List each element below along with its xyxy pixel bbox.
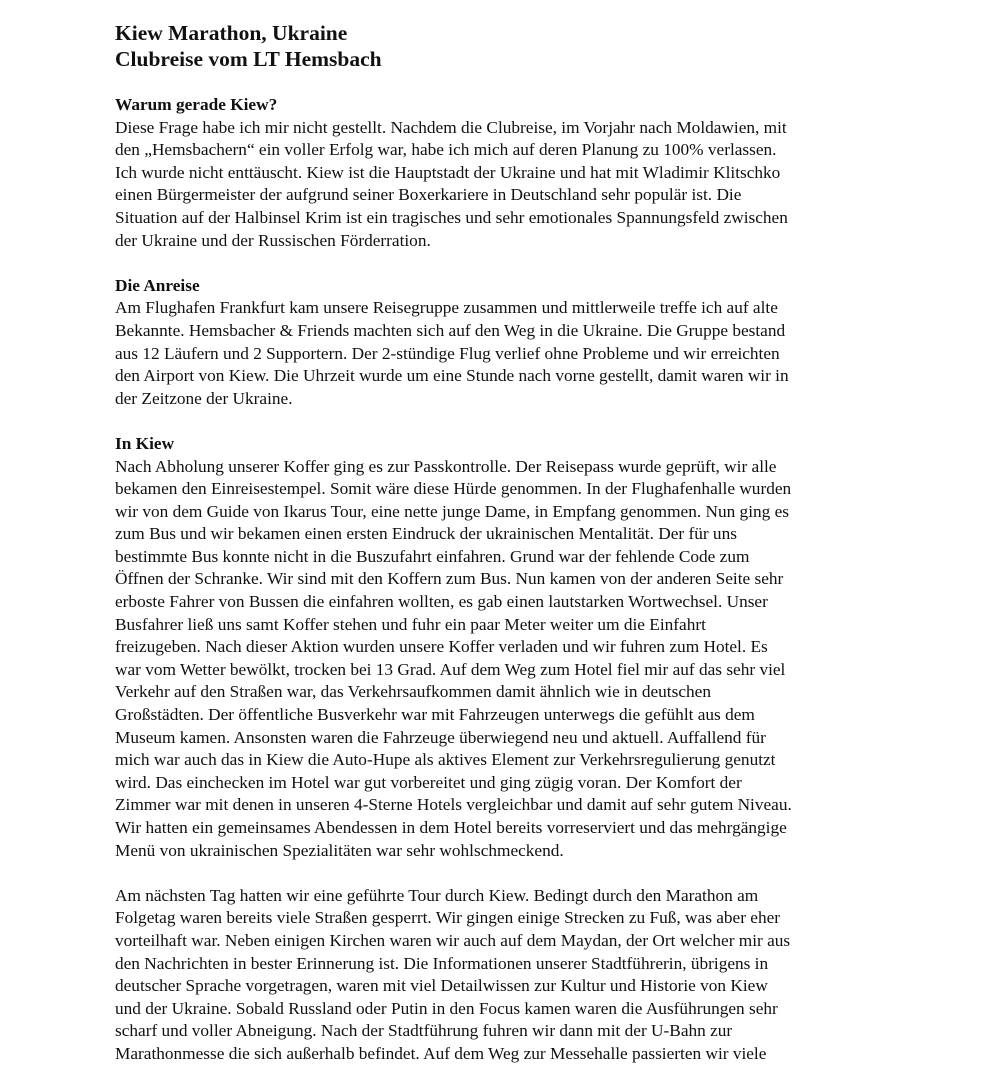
text-line: deutscher Sprache vorgetragen, waren mit viel Detailwissen zur Kultur und Historie von Kiew (115, 976, 768, 996)
text-line: Bekannte. Hemsbacher & Friends machten sich auf den Weg in die Ukraine. Die Gruppe bestand (115, 320, 786, 340)
text-line: bekamen den Einreisestempel. Somit wäre diese Hürde genommen. In der Flughafenhalle wurden (115, 479, 792, 499)
text-line: Großstädten. Der öffentliche Busverkehr war mit Fahrzeugen unterwegs die gefühlt aus dem (115, 705, 755, 725)
text-line: Verkehr auf den Straßen war, das Verkehrsaufkommen damit ähnlich wie in deutschen (115, 682, 711, 702)
text-line: wird. Das einchecken im Hotel war gut vorbereitet und ging zügig voran. Der Komfort der (115, 772, 742, 792)
document-title (115, 20, 890, 72)
text-line: Nach Abholung unserer Koffer ging es zur Passkontrolle. Der Reisepass wurde geprüft, wir alle (115, 456, 777, 476)
text-line: erboste Fahrer von Bussen die einfahren wollten, es gab einen lautstarken Wortwechsel. Unser (115, 592, 768, 612)
text-line: der Zeitzone der Ukraine. (115, 388, 293, 408)
text-line: den „Hemsbachern“ ein voller Erfolg war, habe ich mich auf deren Planung zu 100% verlassen. (115, 140, 777, 160)
text-line: der Ukraine und der Russischen Förderration. (115, 230, 431, 250)
text-line: aus 12 Läufern und 2 Supportern. Der 2-stündige Flug verlief ohne Probleme und wir erreichten (115, 343, 780, 363)
section-heading: Die Anreise (115, 275, 200, 295)
text-line: Menü von ukrainischen Spezialitäten war sehr wohlschmeckend. (115, 840, 564, 860)
text-line: Diese Frage habe ich mir nicht gestellt. Nachdem die Clubreise, im Vorjahr nach Moldawien, mit (115, 117, 787, 137)
text-line: den Nachrichten in bester Erinnerung ist. Die Informationen unserer Stadtführerin, übrigens in (115, 953, 769, 973)
text-line: Museum kamen. Ansonsten waren die Fahrzeuge überwiegend neu und aktuell. Auffallend für (115, 727, 766, 747)
text-line: Am nächsten Tag hatten wir eine geführte Tour durch Kiew. Bedingt durch den Marathon am (115, 885, 759, 905)
title-line: Kiew Marathon, Ukraine (115, 21, 348, 45)
text-line: vorteilhaft war. Neben einigen Kirchen waren wir auch auf dem Maydan, der Ort welcher mir aus (115, 930, 791, 950)
text-line: Situation auf der Halbinsel Krim ist ein tragisches und sehr emotionales Spannungsfeld zwischen (115, 207, 788, 227)
text-line: und der Ukraine. Sobald Russland oder Putin in den Focus kamen waren die Ausführungen sehr (115, 998, 778, 1018)
text-line: freizugeben. Nach dieser Aktion wurden unsere Koffer verladen und wir fuhren zum Hotel. Es (115, 637, 768, 657)
section-heading: Warum gerade Kiew? (115, 95, 278, 114)
text-line: war vom Wetter bewölkt, trocken bei 13 Grad. Auf dem Weg zum Hotel fiel mir auf das sehr viel (115, 659, 786, 679)
text-line: Ich wurde nicht enttäuscht. Kiew ist die Hauptstadt der Ukraine und hat mit Wladimir Klitschko (115, 162, 781, 182)
text-line: bestimmte Bus konnte nicht in die Buszufahrt einfahren. Grund war der fehlende Code zum (115, 546, 750, 566)
section-heading: In Kiew (115, 433, 175, 453)
document-page (115, 20, 890, 1088)
text-line: zum Bus und wir bekamen einen ersten Eindruck der ukrainischen Mentalität. Der für uns (115, 524, 737, 544)
paragraph (115, 297, 890, 410)
text-line: Öffnen der Schranke. Wir sind mit den Koffern zum Bus. Nun kamen von der anderen Seite sehr (115, 569, 784, 589)
section (115, 433, 890, 1066)
text-line: Am Flughafen Frankfurt kam unsere Reisegruppe zusammen und mittlerweile treffe ich auf alte (115, 298, 778, 318)
document-body (115, 94, 890, 1066)
section (115, 275, 890, 411)
text-line: Busfahrer ließ uns samt Koffer stehen und fuhr ein paar Meter weiter um die Einfahrt (115, 614, 706, 634)
paragraph (115, 117, 890, 253)
subtitle-line: Clubreise vom LT Hemsbach (115, 47, 382, 71)
text-line: wir von dem Guide von Ikarus Tour, eine nette junge Dame, in Empfang genommen. Nun ging es (115, 501, 789, 521)
text-line: Zimmer war mit denen in unseren 4-Sterne Hotels vergleichbar und damit auf sehr gutem Niveau. (115, 795, 792, 815)
text-line: mich war auch das in Kiew die Auto-Hupe als aktives Element zur Verkehrsregulierung genutzt (115, 750, 776, 770)
text-line: Marathonmesse die sich außerhalb befindet. Auf dem Weg zur Messehalle passierten wir viele (115, 1043, 767, 1063)
section (115, 94, 890, 252)
text-line: scharf und voller Abneigung. Nach der Stadtführung fuhren wir dann mit der U-Bahn zur (115, 1021, 733, 1041)
paragraph (115, 456, 890, 863)
text-line: den Airport von Kiew. Die Uhrzeit wurde um eine Stunde nach vorne gestellt, damit waren wir in (115, 366, 789, 386)
paragraph (115, 885, 890, 1066)
text-line: Wir hatten ein gemeinsames Abendessen in dem Hotel bereits vorreserviert und das mehrgängige (115, 818, 787, 837)
text-line: Folgetag waren bereits viele Straßen gesperrt. Wir gingen einige Strecken zu Fuß, was aber eher (115, 908, 781, 928)
text-line: einen Bürgermeister der aufgrund seiner Boxerkariere in Deutschland sehr populär ist. Die (115, 185, 742, 205)
